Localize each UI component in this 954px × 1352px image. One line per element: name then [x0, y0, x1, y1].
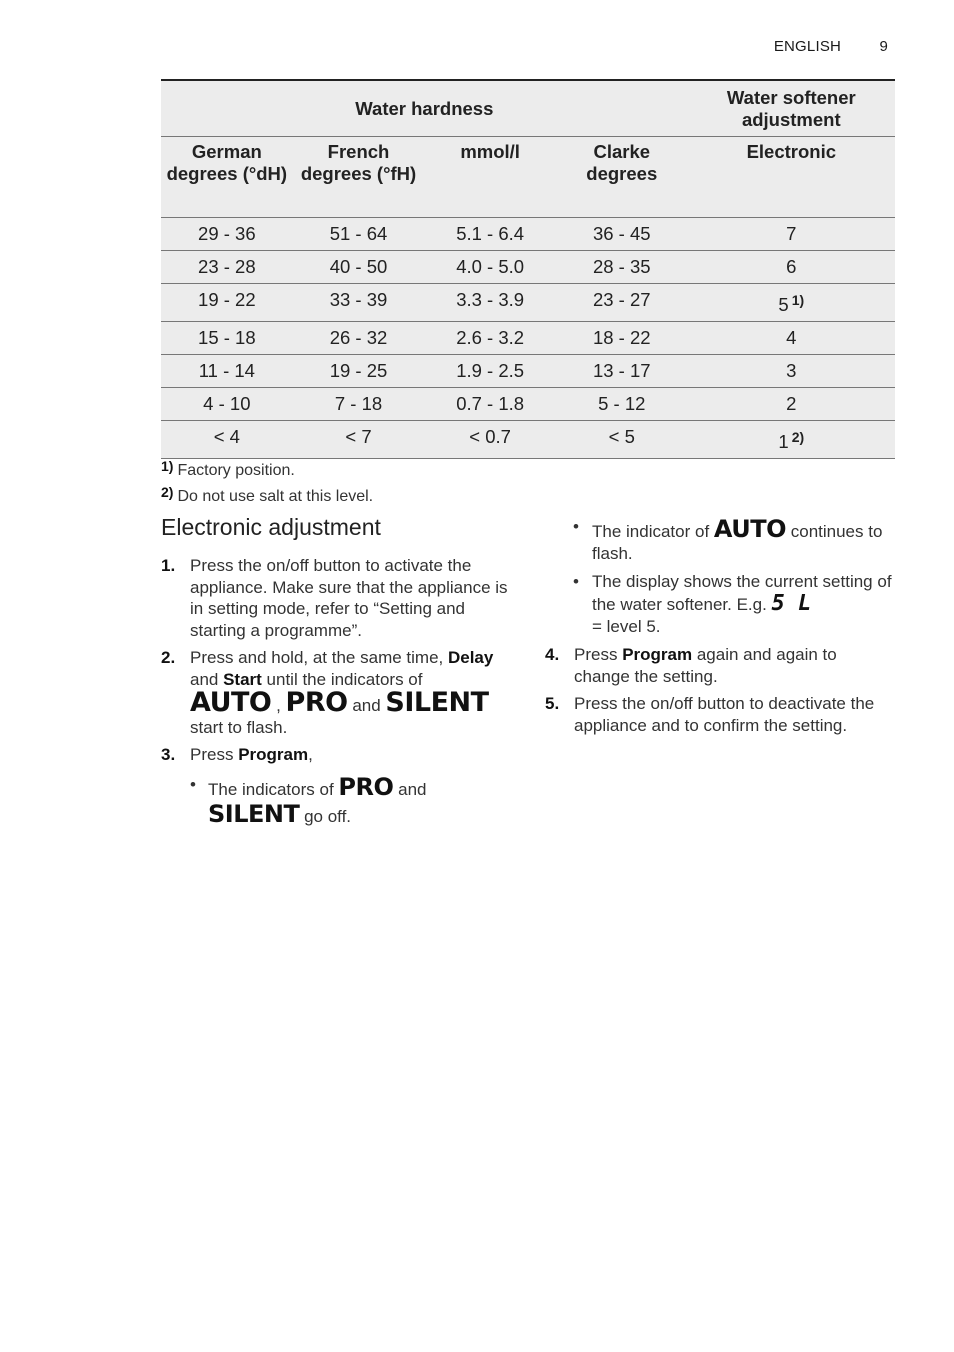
auto-indicator-icon: AUTO	[713, 515, 787, 543]
display-5l-icon: 5 L	[771, 591, 812, 616]
separator: ,	[271, 696, 286, 715]
bullet-text: and	[393, 779, 427, 799]
start-button-name: Start	[223, 669, 262, 689]
column-header: French degrees (°fH)	[293, 137, 425, 218]
table-cell: 3.3 - 3.9	[424, 284, 556, 322]
table-cell: 26 - 32	[293, 322, 425, 355]
cell-value: 1	[778, 431, 789, 452]
step-number: 3.	[161, 745, 176, 764]
bullet-item	[190, 774, 516, 828]
table-cell	[688, 421, 895, 459]
table-row	[161, 284, 895, 322]
bullet-icon: •	[190, 774, 196, 794]
table-cell: < 5	[556, 421, 688, 459]
step-2	[161, 647, 516, 738]
step-3	[161, 744, 516, 828]
table-cell: < 4	[161, 421, 293, 459]
step-text: start to flash.	[190, 717, 288, 737]
table-cell: 5 - 12	[556, 388, 688, 421]
step-number: 5.	[545, 694, 560, 713]
bullet-text: = level 5.	[592, 617, 661, 636]
bullet-text: go off.	[299, 806, 352, 826]
bullet-icon: •	[573, 517, 579, 536]
table-cell: 19 - 25	[293, 355, 425, 388]
footnote	[161, 484, 373, 510]
step-text: ,	[308, 745, 313, 764]
column-header: Electronic	[688, 137, 895, 218]
silent-indicator-icon: SILENT	[385, 687, 489, 718]
table-cell: < 0.7	[424, 421, 556, 459]
step-text: and	[190, 669, 224, 689]
table-cell: 5.1 - 6.4	[424, 218, 556, 251]
cell-value: 5	[778, 294, 789, 315]
step-text: until the indicators of	[261, 669, 423, 689]
step-text: Press the on/off button to deactivate the appliance and to confirm the setting.	[574, 694, 875, 735]
right-column	[545, 514, 895, 742]
step-number: 2.	[161, 648, 176, 667]
table-cell: 13 - 17	[556, 355, 688, 388]
column-header: Clarke degrees	[556, 137, 688, 218]
program-button-name: Program	[238, 745, 309, 764]
table-cell: 2	[688, 388, 895, 421]
table-cell: 51 - 64	[293, 218, 425, 251]
table-cell: 3	[688, 355, 895, 388]
step-text: Press	[190, 745, 239, 764]
table-cell: 18 - 22	[556, 322, 688, 355]
table-footnotes	[161, 458, 373, 510]
step-text: Press the on/off button to activate the appliance. Make sure that the appliance is in setting mode, refer to “Setting and starting a programme”.	[190, 556, 508, 640]
section-title: Electronic adjustment	[161, 514, 381, 540]
table-row	[161, 218, 895, 251]
table-cell: < 7	[293, 421, 425, 459]
table-cell: 29 - 36	[161, 218, 293, 251]
step-number: 4.	[545, 645, 560, 664]
step-text: and	[347, 696, 386, 715]
table-cell	[688, 284, 895, 322]
bullet-text: The indicators of	[208, 779, 339, 799]
step-text: Press and hold, at the same time,	[190, 648, 448, 667]
table-cell: 4	[688, 322, 895, 355]
table-cell: 28 - 35	[556, 251, 688, 284]
auto-indicator-icon: AUTO	[190, 687, 272, 718]
table-cell: 19 - 22	[161, 284, 293, 322]
pro-indicator-icon: PRO	[338, 772, 394, 801]
bullet-item	[545, 516, 895, 565]
table-cell: 4.0 - 5.0	[424, 251, 556, 284]
table-row	[161, 251, 895, 284]
group-header-water-hardness: Water hardness	[161, 80, 688, 137]
table-cell: 23 - 27	[556, 284, 688, 322]
footnote-mark: 1)	[161, 458, 174, 474]
step-number: 1.	[161, 556, 176, 575]
bullet-text: The indicator of	[592, 522, 714, 541]
table-cell: 6	[688, 251, 895, 284]
table-cell: 23 - 28	[161, 251, 293, 284]
step-5	[545, 693, 895, 736]
table-cell: 33 - 39	[293, 284, 425, 322]
table-cell: 40 - 50	[293, 251, 425, 284]
table-cell: 0.7 - 1.8	[424, 388, 556, 421]
footnote-text: Do not use salt at this level.	[177, 488, 374, 505]
bullet-text: The display shows the current setting of the water softener. E.g.	[592, 572, 892, 614]
table-row	[161, 421, 895, 459]
program-button-name: Program	[622, 645, 693, 664]
table-cell: 36 - 45	[556, 218, 688, 251]
left-column	[161, 514, 516, 834]
table-cell: 11 - 14	[161, 355, 293, 388]
bullet-item	[545, 571, 895, 638]
page-number: 9	[879, 38, 888, 55]
table-cell: 4 - 10	[161, 388, 293, 421]
footnote-ref: 2)	[791, 429, 805, 445]
footnote-ref: 1)	[791, 292, 805, 308]
column-header: mmol/l	[424, 137, 556, 218]
table-cell: 7	[688, 218, 895, 251]
step-1	[161, 555, 516, 641]
step-4	[545, 644, 895, 687]
table-row	[161, 388, 895, 421]
bullet-icon: •	[573, 572, 579, 591]
footnote-mark: 2)	[161, 484, 174, 500]
silent-indicator-icon: SILENT	[208, 799, 300, 828]
table-cell: 15 - 18	[161, 322, 293, 355]
footnote	[161, 458, 373, 484]
delay-button-name: Delay	[447, 648, 494, 667]
bullet-text: continues to flash.	[592, 522, 883, 563]
table-row	[161, 355, 895, 388]
table-row	[161, 322, 895, 355]
group-header-softener-adjustment: Water softener adjustment	[688, 80, 895, 137]
step-text: Press	[574, 645, 623, 664]
header-language: ENGLISH	[773, 38, 842, 55]
table-cell: 1.9 - 2.5	[424, 355, 556, 388]
step-text: again and again to change the setting.	[574, 645, 837, 686]
page-header	[774, 38, 888, 55]
column-header: German degrees (°dH)	[161, 137, 293, 218]
pro-indicator-icon: PRO	[285, 687, 348, 718]
table-cell: 7 - 18	[293, 388, 425, 421]
footnote-text: Factory position.	[177, 462, 295, 479]
table-cell: 2.6 - 3.2	[424, 322, 556, 355]
water-hardness-table	[161, 79, 895, 459]
